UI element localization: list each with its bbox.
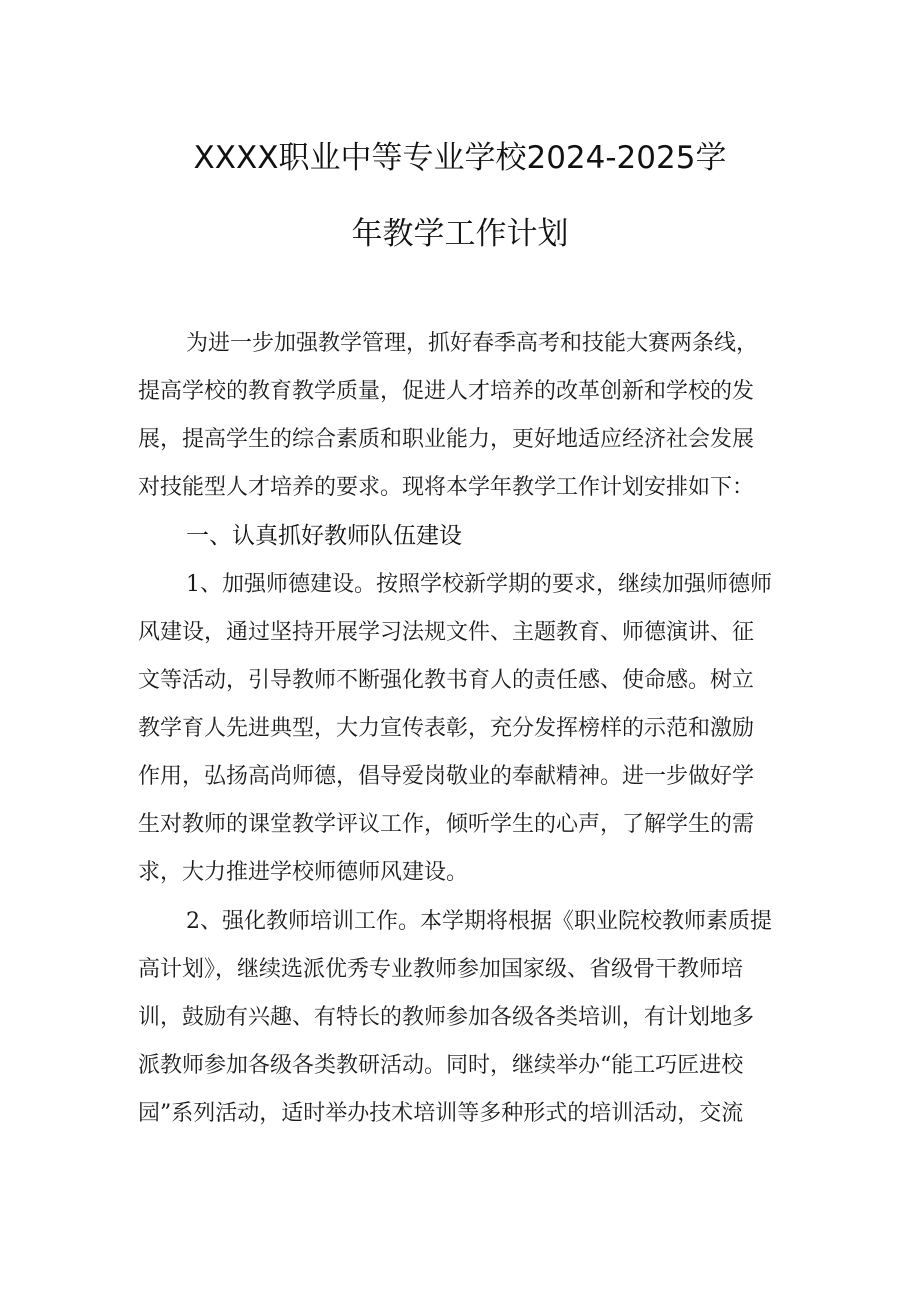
intro-line: 对技能型人才培养的要求。现将本学年教学工作计划安排如下： (138, 475, 755, 500)
item1-line: 教学育人先进典型，大力宣传表彰，充分发挥榜样的示范和激励 (138, 716, 755, 741)
item2-line: 高计划》，继续选派优秀专业教师参加国家级、省级骨干教师培 (138, 957, 744, 982)
item2-line: 2、强化教师培训工作。本学期将根据《职业院校教师素质提 (186, 909, 772, 934)
item1-line: 风建设，通过坚持开展学习法规文件、主题教育、师德演讲、征 (138, 620, 755, 645)
item1-line: 作用，弘扬高尚师德，倡导爱岗敬业的奉献精神。进一步做好学 (138, 764, 755, 789)
intro-line: 提高学校的教育教学质量，促进人才培养的改革创新和学校的发 (138, 379, 755, 404)
document-title-line-1: XXXX职业中等专业学校2024-2025学 (193, 140, 727, 176)
item2-line: 园”系列活动，适时举办技术培训等多种形式的培训活动，交流 (138, 1101, 744, 1126)
document-title-line-2: 年教学工作计划 (351, 216, 569, 252)
item1-line: 文等活动，引导教师不断强化教书育人的责任感、使命感。树立 (138, 668, 755, 693)
section-heading: 一、认真抓好教师队伍建设 (186, 523, 462, 549)
item2-line: 训，鼓励有兴趣、有特长的教师参加各级各类培训，有计划地多 (138, 1005, 755, 1030)
item1-line: 生对教师的课堂教学评议工作，倾听学生的心声，了解学生的需 (138, 812, 755, 837)
item2-line: 派教师参加各级各类教研活动。同时，继续举办“能工巧匠进校 (138, 1053, 744, 1078)
intro-line: 为进一步加强教学管理，抓好春季高考和技能大赛两条线， (186, 331, 759, 356)
intro-line: 展，提高学生的综合素质和职业能力，更好地适应经济社会发展 (138, 427, 755, 452)
item1-line: 1、加强师德建设。按照学校新学期的要求，继续加强师德师 (186, 572, 772, 597)
item1-line: 求，大力推进学校师德师风建设。 (138, 860, 469, 885)
